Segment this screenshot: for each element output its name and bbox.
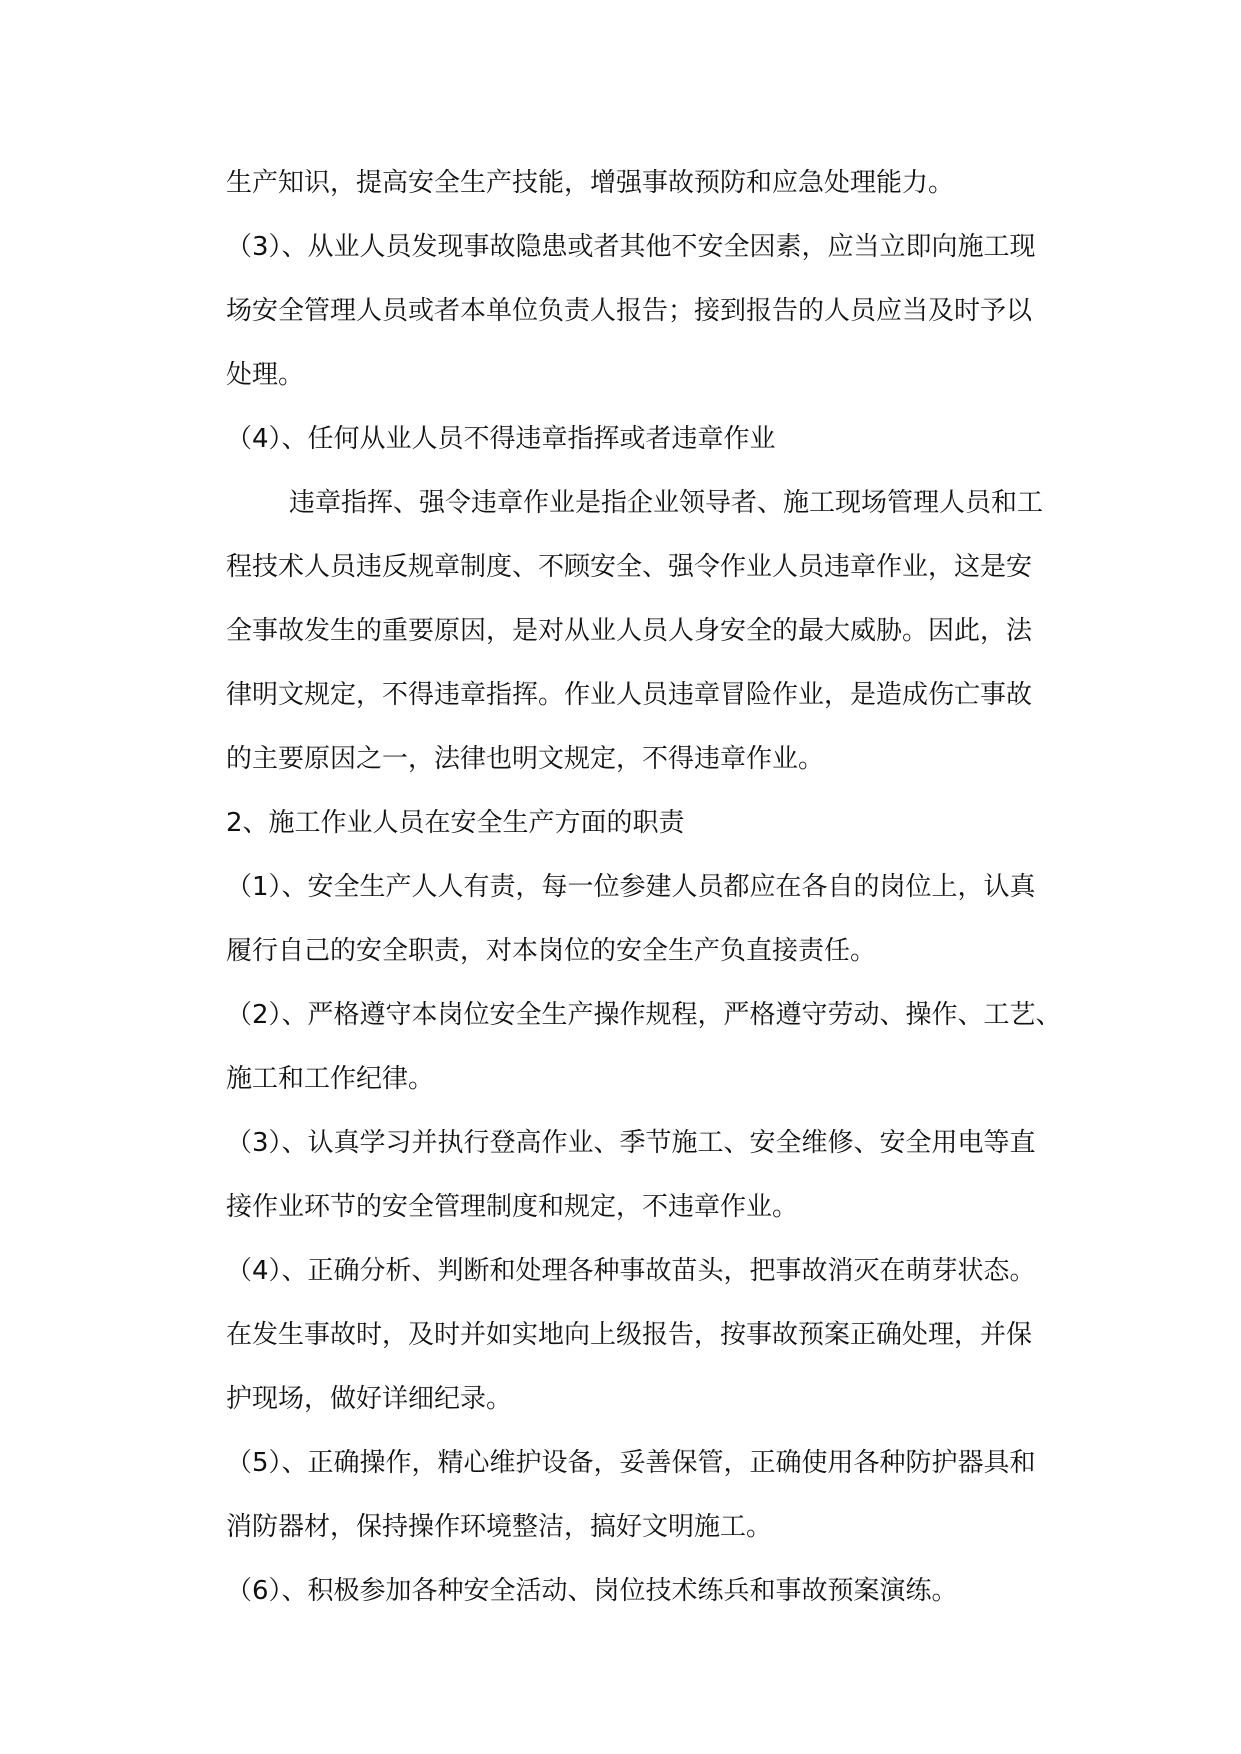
text-line: 在发生事故时，及时并如实地向上级报告，按事故预案正确处理，并保: [226, 1320, 1033, 1350]
text-line: 全事故发生的重要原因，是对从业人员人身安全的最大威胁。因此，法: [226, 616, 1033, 646]
text-line: （6）、积极参加各种安全活动、岗位技术练兵和事故预案演练。: [226, 1576, 958, 1606]
text-line: 处理。: [226, 360, 305, 390]
text-line: 施工和工作纪律。: [226, 1064, 435, 1094]
text-line: （1）、安全生产人人有责，每一位参建人员都应在各自的岗位上，认真: [226, 872, 1036, 902]
text-line: 的主要原因之一，法律也明文规定，不得违章作业。: [226, 744, 825, 774]
text-line: 违章指挥、强令违章作业是指企业领导者、施工现场管理人员和工: [289, 488, 1044, 518]
text-line: （5）、正确操作，精心维护设备，妥善保管，正确使用各种防护器具和: [226, 1448, 1036, 1478]
text-line: 接作业环节的安全管理制度和规定，不违章作业。: [226, 1192, 799, 1222]
text-line: 程技术人员违反规章制度、不顾安全、强令作业人员违章作业，这是安: [226, 552, 1033, 582]
text-line: 律明文规定，不得违章指挥。作业人员违章冒险作业，是造成伤亡事故: [226, 680, 1033, 710]
text-line: （3）、认真学习并执行登高作业、季节施工、安全维修、安全用电等直: [226, 1128, 1036, 1158]
section-heading: 2、施工作业人员在安全生产方面的职责: [226, 808, 685, 838]
text-line: 场安全管理人员或者本单位负责人报告；接到报告的人员应当及时予以: [226, 296, 1033, 326]
text-line: （4）、正确分析、判断和处理各种事故苗头，把事故消灭在萌芽状态。: [226, 1256, 1036, 1286]
text-line: （4）、任何从业人员不得违章指挥或者违章作业: [226, 424, 776, 454]
text-line: 护现场，做好详细纪录。: [226, 1384, 513, 1414]
text-line: 生产知识，提高安全生产技能，增强事故预防和应急处理能力。: [226, 168, 955, 198]
text-line: 消防器材，保持操作环境整洁，搞好文明施工。: [226, 1512, 773, 1542]
text-line: （2）、严格遵守本岗位安全生产操作规程，严格遵守劳动、操作、工艺、: [226, 1000, 1062, 1030]
text-line: （3）、从业人员发现事故隐患或者其他不安全因素，应当立即向施工现: [226, 232, 1036, 262]
text-line: 履行自己的安全职责，对本岗位的安全生产负直接责任。: [226, 936, 877, 966]
